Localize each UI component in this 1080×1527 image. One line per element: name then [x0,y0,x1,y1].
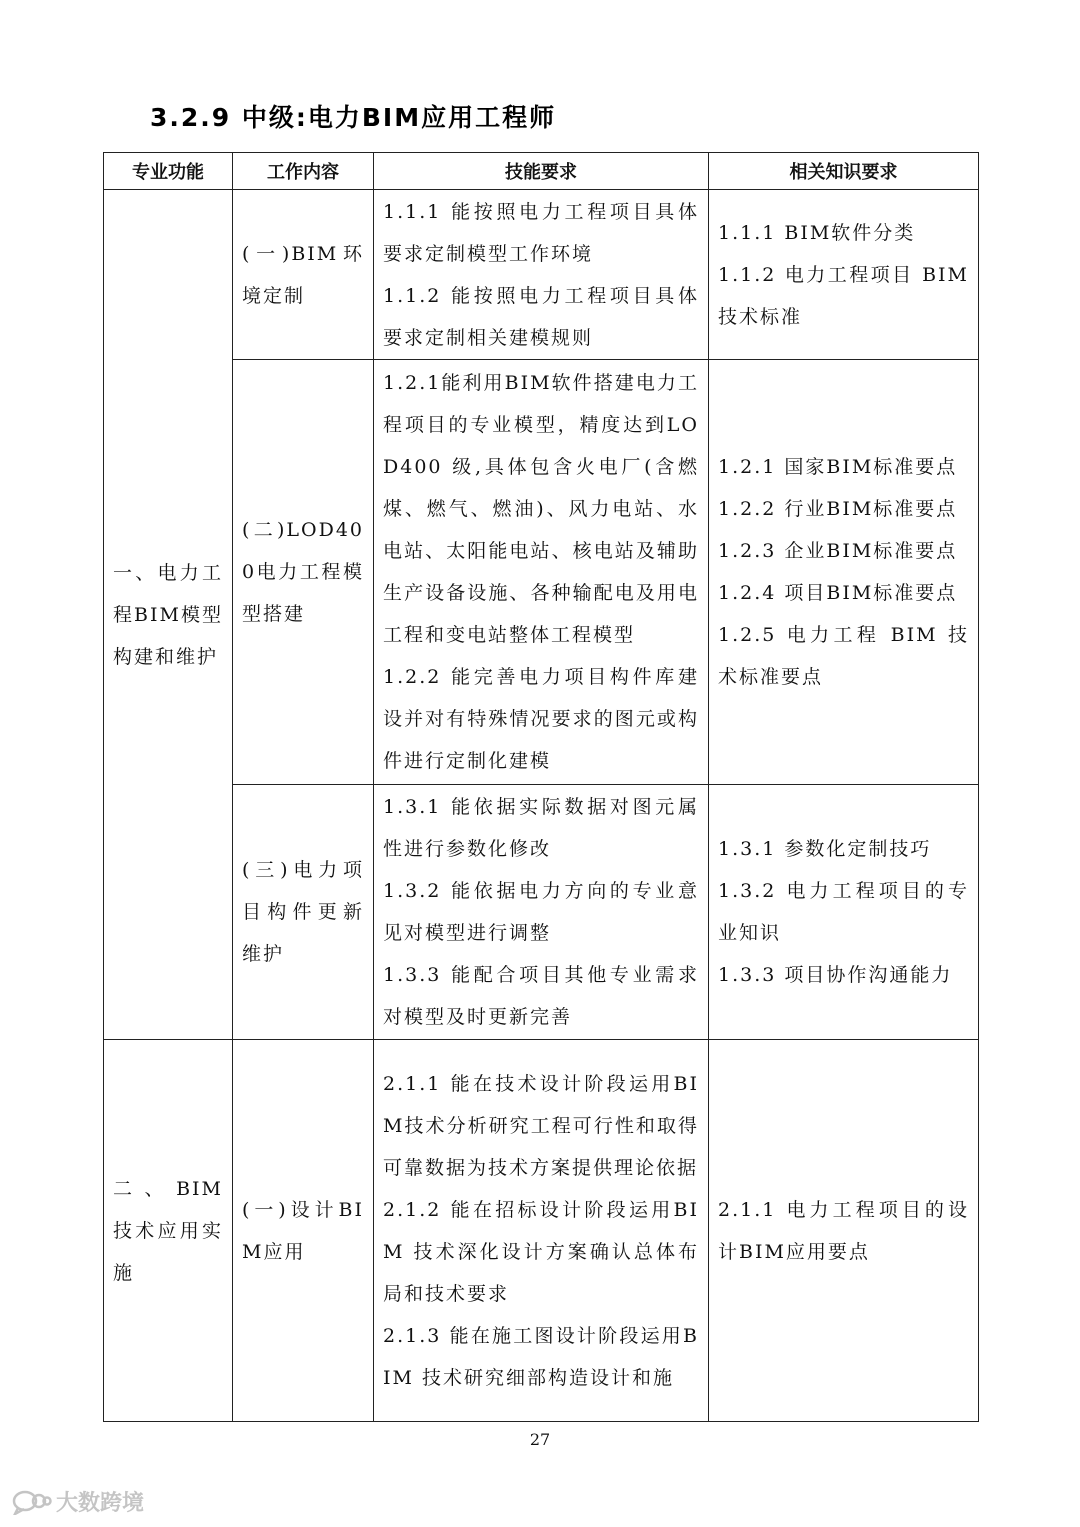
table-row [104,360,979,785]
header-work-content: 工作内容 [233,153,374,190]
page-number: 27 [529,1430,551,1449]
table-row [104,190,979,360]
skill-item: 1.3.1 能依据实际数据对图元属性进行参数化修改 [383,796,699,860]
table-row [104,785,979,1040]
skill-item: 2.1.1 能在技术设计阶段运用BIM技术分析研究工程可行性和取得可靠数据为技术方案提供理论依据 [383,1072,699,1179]
header-skill-requirements: 技能要求 [374,153,709,190]
skill-cell [374,190,709,360]
chat-bubble-icon [12,1489,52,1515]
knowledge-item: 2.1.1 电力工程项目的设计BIM应用要点 [718,1198,969,1263]
header-knowledge-requirements: 相关知识要求 [709,153,979,190]
work-content-cell: (三)电力项目构件更新维护 [233,785,374,1040]
skill-cell [374,360,709,785]
knowledge-item: 1.2.1 国家BIM标准要点 [718,456,958,478]
knowledge-cell [709,190,979,360]
skill-cell [374,785,709,1040]
function-cell: 二、BIM 技术应用实施 [104,1040,233,1422]
skill-item: 2.1.3 能在施工图设计阶段运用BIM 技术研究细部构造设计和施 [383,1324,699,1389]
header-function: 专业功能 [104,153,233,190]
knowledge-item: 1.3.3 项目协作沟通能力 [718,964,953,986]
knowledge-cell [709,1040,979,1422]
skill-requirements-table [103,152,979,1422]
knowledge-cell [709,360,979,785]
knowledge-item: 1.2.5 电力工程 BIM 技术标准要点 [718,624,969,688]
table-row [104,1040,979,1422]
function-cell: 一、电力工程BIM模型构建和维护 [104,190,233,1040]
skill-item: 1.1.2 能按照电力工程项目具体要求定制相关建模规则 [383,284,699,349]
knowledge-item: 1.3.1 参数化定制技巧 [718,838,932,860]
knowledge-cell [709,785,979,1040]
knowledge-item: 1.2.2 行业BIM标准要点 [718,498,958,520]
work-content-cell: (一)设计BIM应用 [233,1040,374,1422]
table-header-row [104,153,979,190]
skill-item: 1.2.2 能完善电力项目构件库建设并对有特殊情况要求的图元或构件进行定制化建模 [383,666,699,772]
skill-item: 1.1.1 能按照电力工程项目具体要求定制模型工作环境 [383,200,699,265]
watermark [12,1486,144,1517]
knowledge-item: 1.1.2 电力工程项目 BIM技术标准 [718,263,969,328]
watermark-text: 大数跨境 [56,1491,145,1516]
skill-item: 1.2.1能利用BIM软件搭建电力工程项目的专业模型，精度达到LOD400 级,具体包含火电厂(含燃煤、燃气、燃油)、风力电站、水电站、太阳能电站、核电站及辅助生产设备设施、各种输配电及用电工程和变电站整体工程模型 [383,372,699,646]
knowledge-item: 1.2.4 项目BIM标准要点 [718,582,958,604]
skill-item: 1.3.2 能依据电力方向的专业意见对模型进行调整 [383,880,699,944]
knowledge-item: 1.3.2 电力工程项目的专业知识 [718,880,969,944]
knowledge-item: 1.1.1 BIM软件分类 [718,221,916,244]
work-content-cell: (二)LOD400电力工程模型搭建 [233,360,374,785]
skill-item: 1.3.3 能配合项目其他专业需求对模型及时更新完善 [383,964,699,1028]
knowledge-item: 1.2.3 企业BIM标准要点 [718,540,958,562]
skill-cell [374,1040,709,1422]
skill-item: 2.1.2 能在招标设计阶段运用BIM 技术深化设计方案确认总体布局和技术要求 [383,1198,699,1305]
section-heading: 3.2.9 中级:电力BIM应用工程师 [150,103,557,132]
work-content-cell: (一)BIM环境定制 [233,190,374,360]
